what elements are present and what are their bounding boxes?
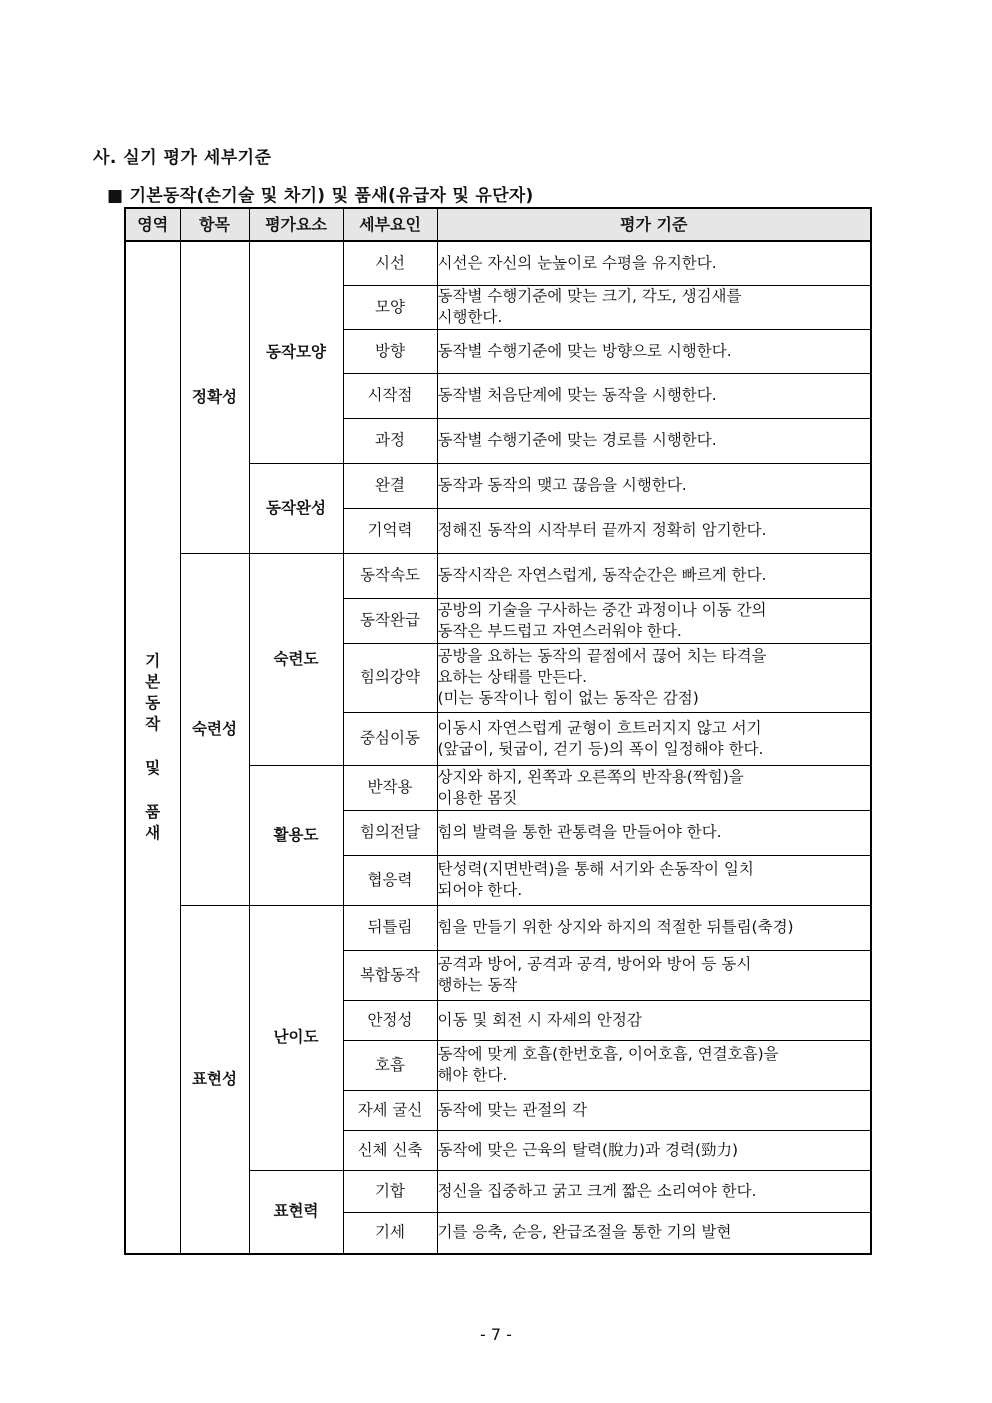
header-item: 항목 [180, 208, 249, 241]
header-area: 영역 [125, 208, 180, 241]
factor-cell: 중심이동 [343, 712, 437, 765]
criterion-cell: 탄성력(지면반력)을 통해 서기와 손동작이 일치 되어야 한다. [437, 855, 871, 905]
factor-cell: 협응력 [343, 855, 437, 905]
factor-cell: 기억력 [343, 508, 437, 553]
page-number: - 7 - [480, 1325, 512, 1344]
element-cell: 표현력 [249, 1170, 343, 1254]
factor-cell: 시작점 [343, 373, 437, 418]
criterion-cell: 공방의 기술을 구사하는 중간 과정이나 이동 간의 동작은 부드럽고 자연스러워야 한다. [437, 598, 871, 643]
factor-cell: 반작용 [343, 765, 437, 810]
element-cell: 활용도 [249, 765, 343, 905]
area-char: 기 [145, 652, 161, 670]
criterion-cell: 공방을 요하는 동작의 끝점에서 끊어 치는 타격을 요하는 상태를 만든다. (미는 동작이나 힘이 없는 동작은 감점) [437, 643, 871, 712]
header-element: 평가요소 [249, 208, 343, 241]
header-factor: 세부요인 [343, 208, 437, 241]
factor-cell: 방향 [343, 329, 437, 373]
criterion-cell: 힘을 만들기 위한 상지와 하지의 적절한 뒤틀림(축경) [437, 905, 871, 950]
criterion-cell: 정신을 집중하고 굵고 크게 짧은 소리여야 한다. [437, 1170, 871, 1212]
factor-cell: 자세 굴신 [343, 1090, 437, 1130]
section-title: 사. 실기 평가 세부기준 [93, 148, 272, 168]
element-cell: 숙련도 [249, 553, 343, 765]
factor-cell: 동작속도 [343, 553, 437, 598]
criterion-cell: 이동 및 회전 시 자세의 안정감 [437, 1000, 871, 1040]
criterion-cell: 동작과 동작의 맺고 끊음을 시행한다. [437, 463, 871, 508]
factor-cell: 기세 [343, 1212, 437, 1254]
area-char: 동 [145, 694, 161, 712]
criterion-cell: 이동시 자연스럽게 균형이 흐트러지지 않고 서기 (앞굽이, 뒷굽이, 걷기 등)의 폭이 일정해야 한다. [437, 712, 871, 765]
criterion-cell: 동작별 수행기준에 맞는 방향으로 시행한다. [437, 329, 871, 373]
criterion-cell: 상지와 하지, 왼쪽과 오른쪽의 반작용(짝힘)을 이용한 몸짓 [437, 765, 871, 810]
factor-cell: 과정 [343, 418, 437, 463]
criterion-cell: 힘의 발력을 통한 관통력을 만들어야 한다. [437, 810, 871, 855]
element-cell: 동작모양 [249, 241, 343, 463]
area-cell [125, 241, 180, 1254]
criterion-cell: 동작에 맞게 호흡(한번호흡, 이어호흡, 연결호흡)을 해야 한다. [437, 1040, 871, 1090]
item-cell: 표현성 [180, 905, 249, 1254]
criterion-cell: 동작에 맞는 관절의 각 [437, 1090, 871, 1130]
criterion-cell: 정해진 동작의 시작부터 끝까지 정확히 암기한다. [437, 508, 871, 553]
area-char [126, 779, 180, 802]
table-row [125, 905, 871, 950]
factor-cell: 힘의강약 [343, 643, 437, 712]
table-header-row [125, 208, 871, 241]
criterion-cell: 동작에 맞은 근육의 탈력(脫力)과 경력(勁力) [437, 1130, 871, 1170]
factor-cell: 기합 [343, 1170, 437, 1212]
factor-cell: 힘의전달 [343, 810, 437, 855]
criterion-cell: 시선은 자신의 눈높이로 수평을 유지한다. [437, 241, 871, 285]
table-row [125, 553, 871, 598]
area-char: 작 [145, 715, 161, 733]
criterion-cell: 공격과 방어, 공격과 공격, 방어와 방어 등 동시 행하는 동작 [437, 950, 871, 1000]
criterion-cell: 동작별 수행기준에 맞는 경로를 시행한다. [437, 418, 871, 463]
criterion-cell: 동작시작은 자연스럽게, 동작순간은 빠르게 한다. [437, 553, 871, 598]
criterion-cell: 동작별 처음단계에 맞는 동작을 시행한다. [437, 373, 871, 418]
area-char: 품 [145, 803, 161, 821]
factor-cell: 완결 [343, 463, 437, 508]
element-cell: 난이도 [249, 905, 343, 1170]
factor-cell: 신체 신축 [343, 1130, 437, 1170]
factor-cell: 모양 [343, 285, 437, 329]
table-row [125, 241, 871, 285]
section-subtitle: ■ 기본동작(손기술 및 차기) 및 품새(유급자 및 유단자) [107, 186, 534, 206]
factor-cell: 시선 [343, 241, 437, 285]
criterion-cell: 기를 응축, 순응, 완급조절을 통한 기의 발현 [437, 1212, 871, 1254]
factor-cell: 복합동작 [343, 950, 437, 1000]
factor-cell: 뒤틀림 [343, 905, 437, 950]
area-char [126, 735, 180, 758]
factor-cell: 동작완급 [343, 598, 437, 643]
criterion-cell: 동작별 수행기준에 맞는 크기, 각도, 생김새를 시행한다. [437, 285, 871, 329]
area-char: 및 [145, 759, 161, 777]
header-criterion: 평가 기준 [437, 208, 871, 241]
area-char: 본 [145, 673, 161, 691]
factor-cell: 호흡 [343, 1040, 437, 1090]
element-cell: 동작완성 [249, 463, 343, 553]
area-char: 새 [145, 824, 161, 842]
evaluation-criteria-table [124, 207, 872, 1255]
item-cell: 숙련성 [180, 553, 249, 905]
factor-cell: 안정성 [343, 1000, 437, 1040]
item-cell: 정확성 [180, 241, 249, 553]
